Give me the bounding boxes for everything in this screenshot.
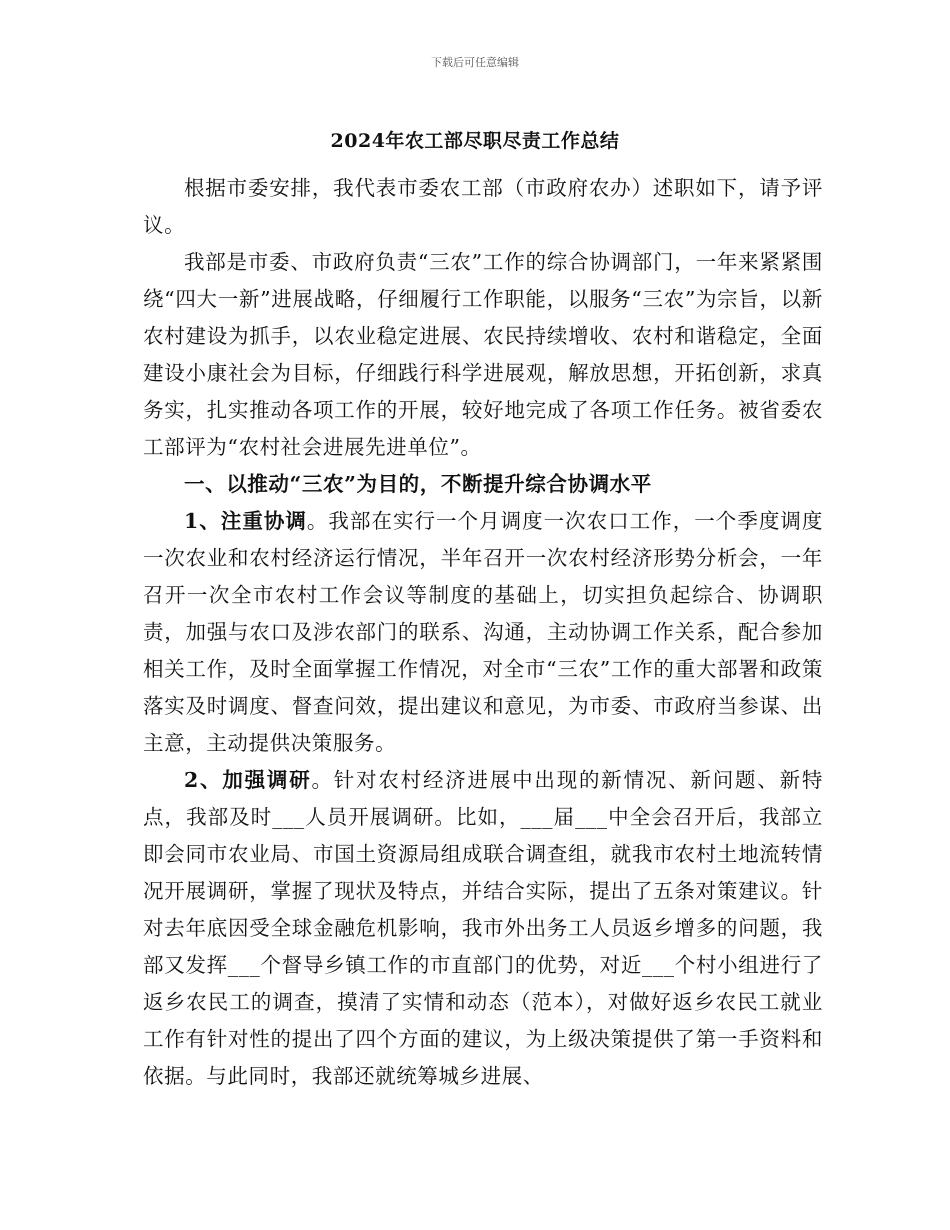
header-note: 下载后可任意编辑 [431,56,519,69]
paragraph-overview: 我部是市委、市政府负责“三农”工作的综合协调部门，一年来紧紧围绕“四大一新”进展战略，仔细履行工作职能，以服务“三农”为宗旨，以新农村建设为抓手，以农业稳定进展、农民持续增收、农村和谐稳定，全面建设小康社会为目标，仔细践行科学进展观，解放思想，开拓创新，求真务实，扎实推动各项工作的开展，较好地完成了各项工作任务。被省委农工部评为“农村社会进展先进单位”。 [143,250,823,459]
paragraph-text: 。我部在实行一个月调度一次农口工作，一个季度调度一次农业和农村经济运行情况，半年召开一次农村经济形势分析会，一年召开一次全市农村工作会议等制度的基础上，切实担负起综合、协调职责，加强与农口及涉农部门的联系、沟通，主动协调工作关系，配合参加相关工作，及时全面掌握工作情况，对全市“三农”工作的重大部署和政策落实及时调度、督查问效，提出建议和意见，为市委、市政府当参谋、出主意，主动提供决策服务。 [143,509,823,755]
document-body [143,170,823,1095]
paragraph-coordination [143,503,823,762]
paragraph-text: 。针对农村经济进展中出现的新情况、新问题、新特点，我部及时___人员开展调研。比如，___届___中全会召开后，我部立即会同市农业局、市国土资源局组成联合调查组，就我市农村土地流转情况开展调研，掌握了现状及特点，并结合实际，提出了五条对策建议。针对去年底因受全球金融危机影响，我市外出务工人员返乡增多的问题，我部又发挥___个督导乡镇工作的市直部门的优势，对近___个村小组进行了返乡农民工的调查，摸清了实情和动态（范本），对做好返乡农民工就业工作有针对性的提出了四个方面的建议，为上级决策提供了第一手资料和依据。与此同时，我部还就统筹城乡进展、 [143,768,823,1088]
section-heading-1: 一、以推动“三农”为目的，不断提升综合协调水平 [184,472,652,496]
document-title: 2024年农工部尽职尽责工作总结 [330,130,620,152]
paragraph-research [143,762,823,1095]
paragraph-intro: 根据市委安排，我代表市委农工部（市政府农办）述职如下，请予评议。 [143,176,823,237]
paragraph-lead: 1、注重协调 [184,509,307,533]
paragraph-lead: 2、加强调研 [184,768,312,792]
